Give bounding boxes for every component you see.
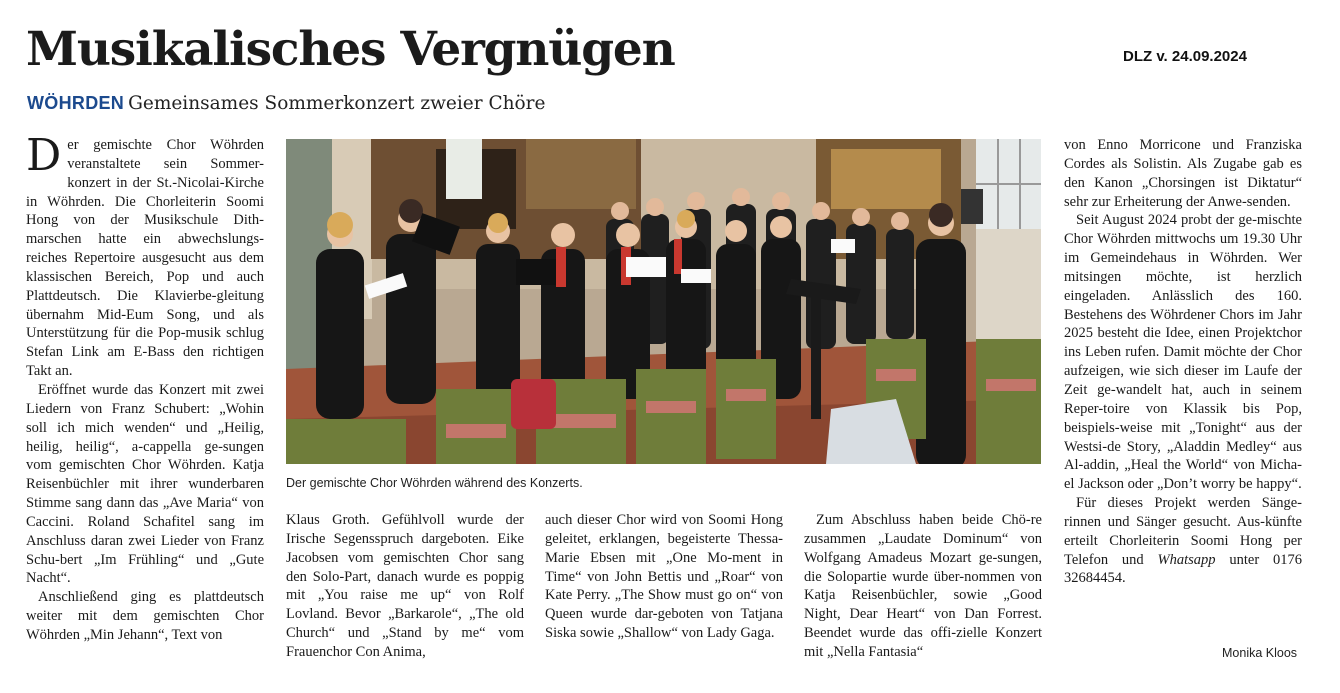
paragraph: Zum Abschluss haben beide Chö-re zusammen „Laudate Dominum“ von Wolfgang Amadeus Mozart ge-sungen, die Solopartie wurde über-nommen von Katja Reisenbüchler, sowie „Good Night, Dear Heart“ von Dan Forrest. Beendet wurde das offi-zielle Konzert mit „Nella Fantasia“ — [804, 512, 1042, 660]
paragraph: Für dieses Projekt werden Sänge-rinnen und Sänger gesucht. Aus-künfte erteilt Chorleiterin Soomi Hong per Telefon und Whatsapp unter 0176 32684454. — [1064, 495, 1302, 587]
headline: Musikalisches Vergnügen — [26, 22, 675, 77]
paragraph: Klaus Groth. Gefühlvoll wurde der Irische Segensspruch dargeboten. Eike Jacobsen vom gemischten Chor sang den Solo-Part, danach wurde es poppig mit „You raise me up“ von Rolf Lovland. Bevor „Barkarole“, „The old Church“ und „Stand by me“ vom Frauenchor Con Anima, — [286, 512, 524, 660]
drop-cap: D — [26, 130, 62, 181]
article-column-5 — [1064, 136, 1302, 588]
paragraph: von Enno Morricone und Franziska Cordes als Solistin. Als Zugabe gab es den Kanon „Chorsingen ist Diktatur“ sehr zur Erheiterung der Anwe-senden. — [1064, 137, 1302, 210]
location-tag: WÖHRDEN — [27, 93, 125, 113]
paragraph: auch dieser Chor wird von Soomi Hong geleitet, erklangen, begeisterte Thessa-Marie Ebsen mit „One Mo-ment in Time“ von John Bettis und „Roar“ von Kate Perry. „The Show must go on“ von Queen wurde dar-geboten von Tatjana Siska sowie „Shallow“ von Lady Gaga. — [545, 512, 783, 642]
article-column-1 — [26, 130, 264, 645]
photo-caption: Der gemischte Chor Wöhrden während des Konzerts. — [286, 476, 583, 490]
article-column-4 — [804, 511, 1042, 662]
paragraph: Seit August 2024 probt der ge-mischte Chor Wöhrden mittwochs um 19.30 Uhr im Gemeindehaus in Wöhrden. Wer mitsingen möchte, ist herzlich eingeladen. Anlässlich des 160. Bestehens des Wöhrdener Chors im Jahr 2025 besteht die Idee, einen Projektchor ins Leben rufen. Damit möchte der Chor aufzeigen, wie sich dieser im Laufe der Zeit ge-wandelt hat, auch in seinem Reper-toire von Klassik bis Pop, beispiels-weise mit „Tonight“ aus der Westsi-de Story, „Aladdin Medley“ aus Al-addin, „Heal the World“ von Micha-el Jackson oder „Don’t worry be happy“. — [1064, 212, 1302, 493]
choir-photo — [286, 139, 1041, 464]
paragraph: Der gemischte Chor Wöhrden veranstaltete sein Sommer-konzert in der St.-Nicolai-Kirche in Wöhrden. Die Chorleiterin Soomi Hong von der Musikschule Dith-marschen hatte ein abwechslungs-reiches Repertoire ausgesucht aus dem klassischen Bereich, Pop und auch Plattdeutsch. Die Klavierbe-gleitung übernahm Mid-Eum Song, und als Unterstützung für die Pop-musik schlug Stefan Link am E-Bass den richtigen Takt an. — [26, 130, 264, 380]
article-column-2 — [286, 511, 524, 662]
author-byline: Monika Kloos — [1222, 646, 1298, 660]
article-column-3 — [545, 511, 783, 643]
paragraph: Eröffnet wurde das Konzert mit zwei Liedern von Franz Schubert: „Wohin soll ich mich wenden“ und „Heilig, heilig, heilig“, a-cappella ge-sungen vom gemischten Chor Wöhrden. Katja Reisenbüchler mit ihrer wunderbaren Stimme sang dann das „Ave Maria“ von Caccini. Roland Schafitel sang im Anschluss daran zwei Lieder von Franz Schu-bert „Im Frühling“ und „Gute Nacht“. — [26, 381, 264, 587]
subtitle: Gemeinsames Sommerkonzert zweier Chöre — [128, 93, 546, 114]
paragraph: Anschließend ging es plattdeutsch weiter mit dem gemischten Chor Wöhrden „Min Jehann“, Text von — [26, 589, 264, 643]
subheadline — [27, 93, 545, 114]
source-date: DLZ v. 24.09.2024 — [1123, 48, 1247, 65]
